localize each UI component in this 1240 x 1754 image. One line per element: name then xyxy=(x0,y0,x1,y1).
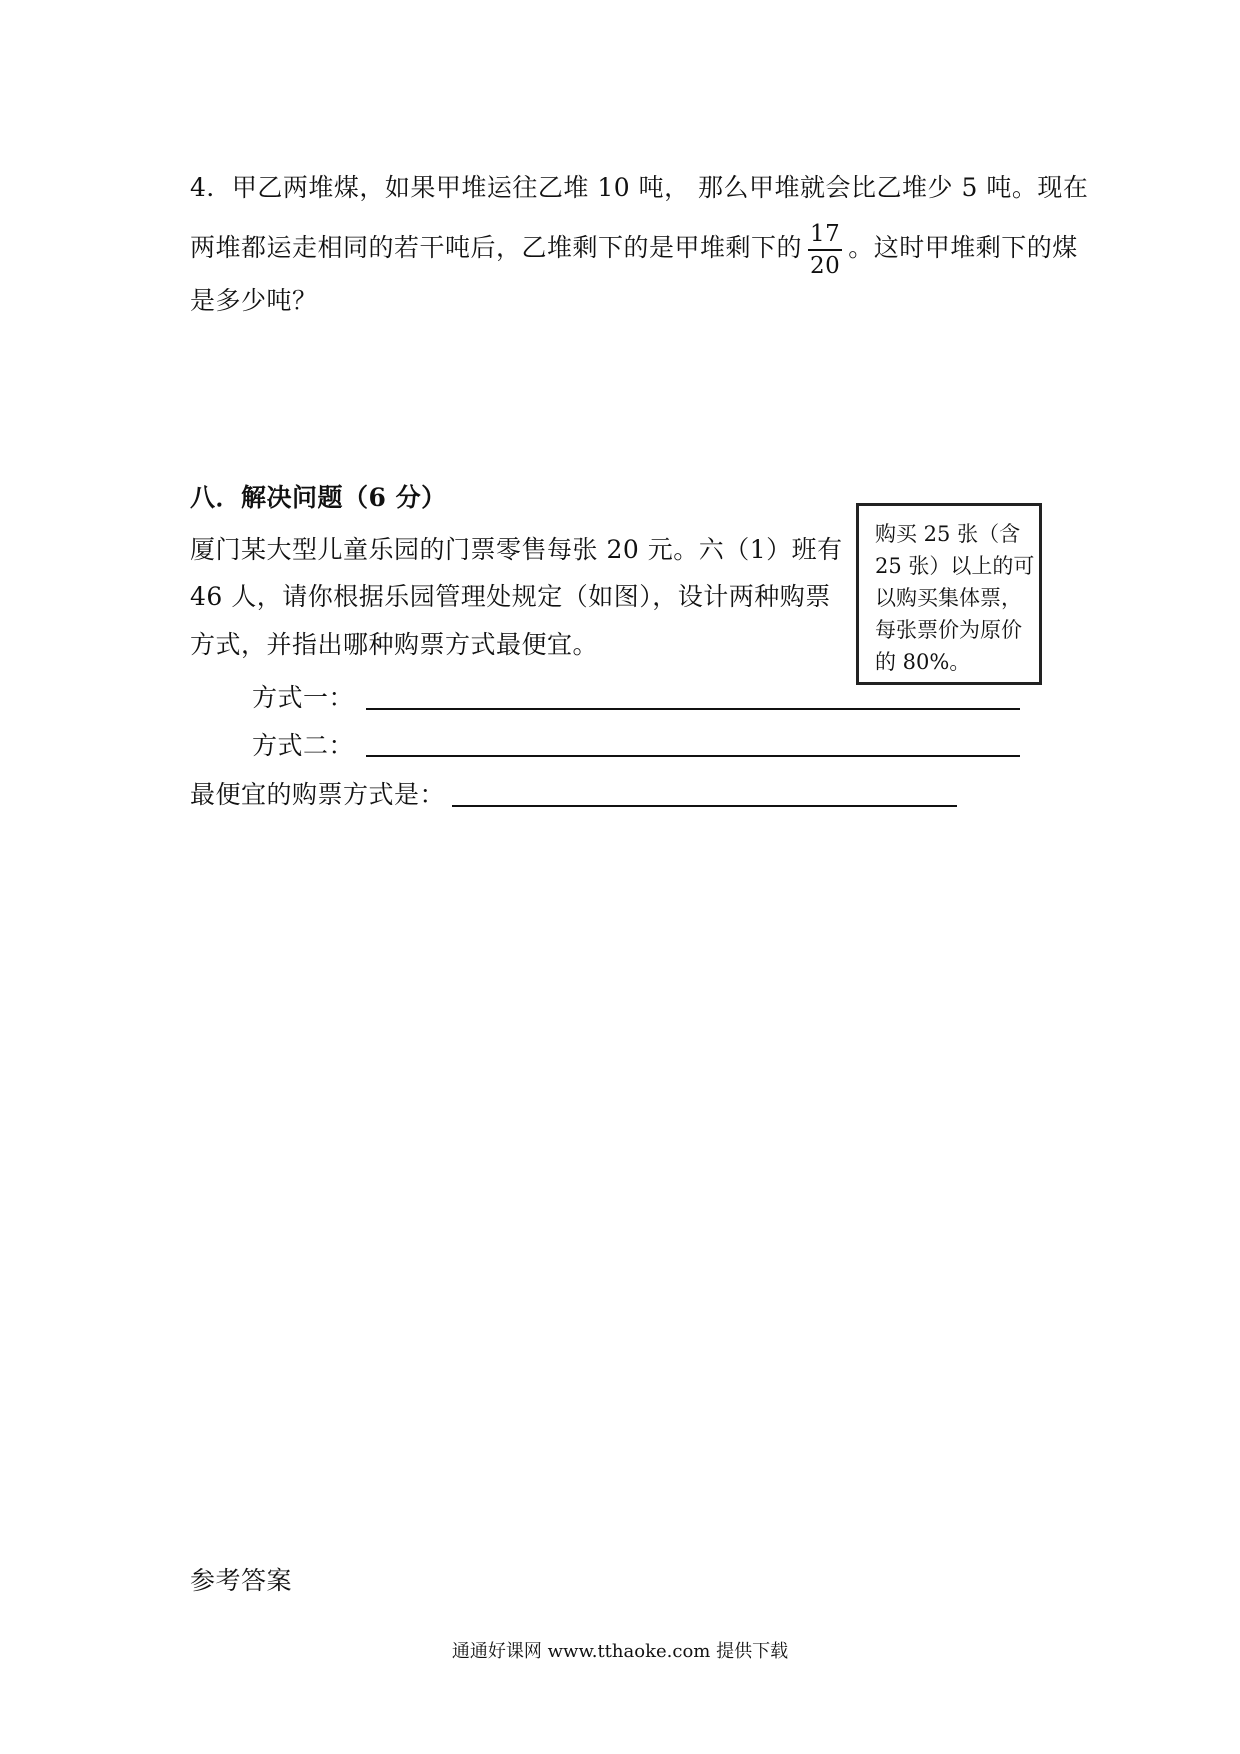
rule-box-line: 购买 25 张（含 xyxy=(875,522,1021,546)
question-4-line-2 xyxy=(190,220,1078,279)
rule-box-line: 每张票价为原价 xyxy=(875,618,1022,642)
method-2-label: 方式二： xyxy=(252,731,355,760)
method-1-label: 方式一： xyxy=(252,683,355,712)
rule-box-line: 以购买集体票， xyxy=(875,586,1022,610)
question-4-line-2-text: 两堆都运走相同的若干吨后，乙堆剩下的是甲堆剩下的 xyxy=(190,233,803,262)
section-8-line-3: 方式，并指出哪种购票方式最便宜。 xyxy=(190,630,599,659)
group-ticket-rule-box xyxy=(856,503,1042,685)
cheapest-method-label: 最便宜的购票方式是： xyxy=(190,780,446,809)
rule-box-line: 的 80%。 xyxy=(875,650,971,674)
section-8-title: 八．解决问题（6 分） xyxy=(190,483,447,512)
section-8-line-1: 厦门某大型儿童乐园的门票零售每张 20 元。六（1）班有 xyxy=(190,535,843,564)
question-4-line-2-tail: 。这时甲堆剩下的煤 xyxy=(848,233,1078,262)
fraction-numerator: 17 xyxy=(808,221,842,251)
answers-heading: 参考答案 xyxy=(190,1566,293,1595)
section-8-line-2: 46 人，请你根据乐园管理处规定（如图），设计两种购票 xyxy=(190,582,831,611)
fraction-denominator: 20 xyxy=(810,252,841,279)
footer-source: 通通好课网 www.tthaoke.com 提供下载 xyxy=(451,1641,789,1662)
question-4-line-3: 是多少吨？ xyxy=(190,286,318,315)
fraction xyxy=(808,221,842,279)
rule-box-line: 25 张）以上的可 xyxy=(875,554,1035,578)
method-2-answer-line[interactable] xyxy=(366,755,1020,757)
cheapest-method-answer-line[interactable] xyxy=(452,805,957,807)
method-1-answer-line[interactable] xyxy=(366,708,1020,710)
question-4-line-1: 4．甲乙两堆煤，如果甲堆运往乙堆 10 吨， 那么甲堆就会比乙堆少 5 吨。现在 xyxy=(190,173,1089,202)
